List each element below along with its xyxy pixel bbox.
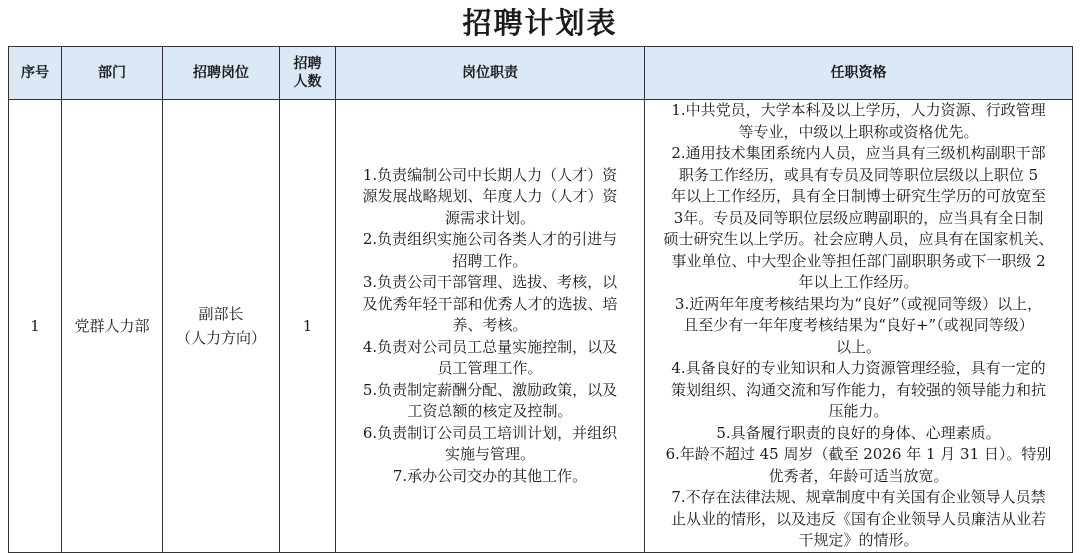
header-count-line1: 招聘	[293, 56, 322, 72]
duty-line: 招聘工作。	[452, 251, 528, 270]
qual-line: 6.年龄不超过 45 周岁（截至 2026 年 1 月 31 日）。特别	[665, 445, 1052, 463]
duty-line: 3.负责公司干部管理、选拔、考核，以	[362, 273, 618, 291]
duty-line: 及优秀年轻干部和优秀人才的选拔、培	[362, 294, 618, 313]
qual-line: 且至少有一年年度考核结果为“良好+”（或视同等级）	[683, 316, 1034, 334]
qual-line: 压能力。	[828, 402, 889, 420]
table-header-row	[9, 47, 1073, 100]
qual-line: 策划组织、沟通交流和写作能力，有较强的领导能力和抗	[670, 380, 1046, 399]
duty-line: 4.负责对公司员工总量实施控制，以及	[362, 337, 618, 356]
cell-duties	[336, 100, 645, 553]
table-row	[9, 100, 1073, 553]
qual-line: 干规定》的情形。	[798, 531, 919, 549]
cell-position	[163, 100, 280, 553]
qual-line: 止从业的情形，以及违反《国有企业领导人员廉洁从业若	[670, 509, 1046, 528]
position-direction: （人力方向）	[175, 328, 266, 347]
duty-line: 源需求计划。	[444, 208, 535, 227]
qual-line: 硕士研究生以上学历。社会应聘人员，应具有在国家机关、	[663, 230, 1054, 248]
header-count-line2: 人数	[293, 74, 322, 90]
duty-line: 员工管理工作。	[437, 359, 543, 377]
header-quals: 任职资格	[645, 47, 1073, 100]
duty-line: 5.负责制定薪酬分配、激励政策，以及	[362, 380, 618, 399]
qual-line: 3年。专员及同等职位层级应聘副职的，应当具有全日制	[673, 208, 1044, 227]
cell-count: 1	[280, 100, 336, 553]
header-seq: 序号	[9, 47, 62, 100]
qual-line: 2.通用技术集团系统内人员，应当具有三级机构副职干部	[671, 144, 1046, 162]
header-duties: 岗位职责	[336, 47, 645, 100]
position-title: 副部长	[198, 304, 244, 323]
qual-line: 职务工作经历，或具有专员及同等职位层级以上职位 5	[678, 165, 1039, 184]
cell-quals	[645, 100, 1073, 553]
duty-line: 养、考核。	[452, 316, 528, 334]
qual-line: 年以上工作经历，具有全日制博士研究生学历的可放宽至	[670, 187, 1046, 205]
qual-line: 等专业，中级以上职称或资格优先。	[738, 122, 979, 141]
recruitment-plan-table	[8, 46, 1073, 553]
qual-line: 7.不存在法律法规、规章制度中有关国有企业领导人员禁	[671, 488, 1046, 506]
duty-line: 实施与管理。	[444, 445, 535, 463]
cell-seq: 1	[9, 100, 62, 553]
qual-line: 年以上工作经历。	[798, 273, 919, 291]
duty-line: 7.承办公司交办的其他工作。	[392, 466, 588, 485]
page-title: 招聘计划表	[462, 6, 618, 40]
qual-line: 1.中共党员，大学本科及以上学历，人力资源、行政管理	[671, 101, 1046, 119]
qual-line: 优秀者，年龄可适当放宽。	[768, 466, 949, 485]
header-dept: 部门	[62, 47, 163, 100]
duty-line: 2.负责组织实施公司各类人才的引进与	[362, 230, 618, 248]
header-position: 招聘岗位	[163, 47, 280, 100]
qual-line: 事业单位、中大型企业等担任部门副职职务或下一职级 2	[671, 251, 1046, 270]
duty-line: 工资总额的核定及控制。	[407, 402, 573, 420]
duty-line: 源发展战略规划、年度人力（人才）资	[362, 187, 618, 205]
duty-line: 1.负责编制公司中长期人力（人才）资	[362, 165, 618, 184]
cell-dept: 党群人力部	[62, 100, 163, 553]
qual-line: 4.具备良好的专业知识和人力资源管理经验，具有一定的	[671, 359, 1046, 377]
duty-line: 6.负责制订公司员工培训计划，并组织	[362, 423, 618, 442]
qual-line: 以上。	[835, 337, 881, 356]
qual-line: 5.具备履行职责的良好的身体、心理素质。	[716, 423, 1001, 442]
qual-line: 3.近两年年度考核结果均为“良好”（或视同等级）以上，	[674, 294, 1043, 313]
header-count	[280, 47, 336, 100]
